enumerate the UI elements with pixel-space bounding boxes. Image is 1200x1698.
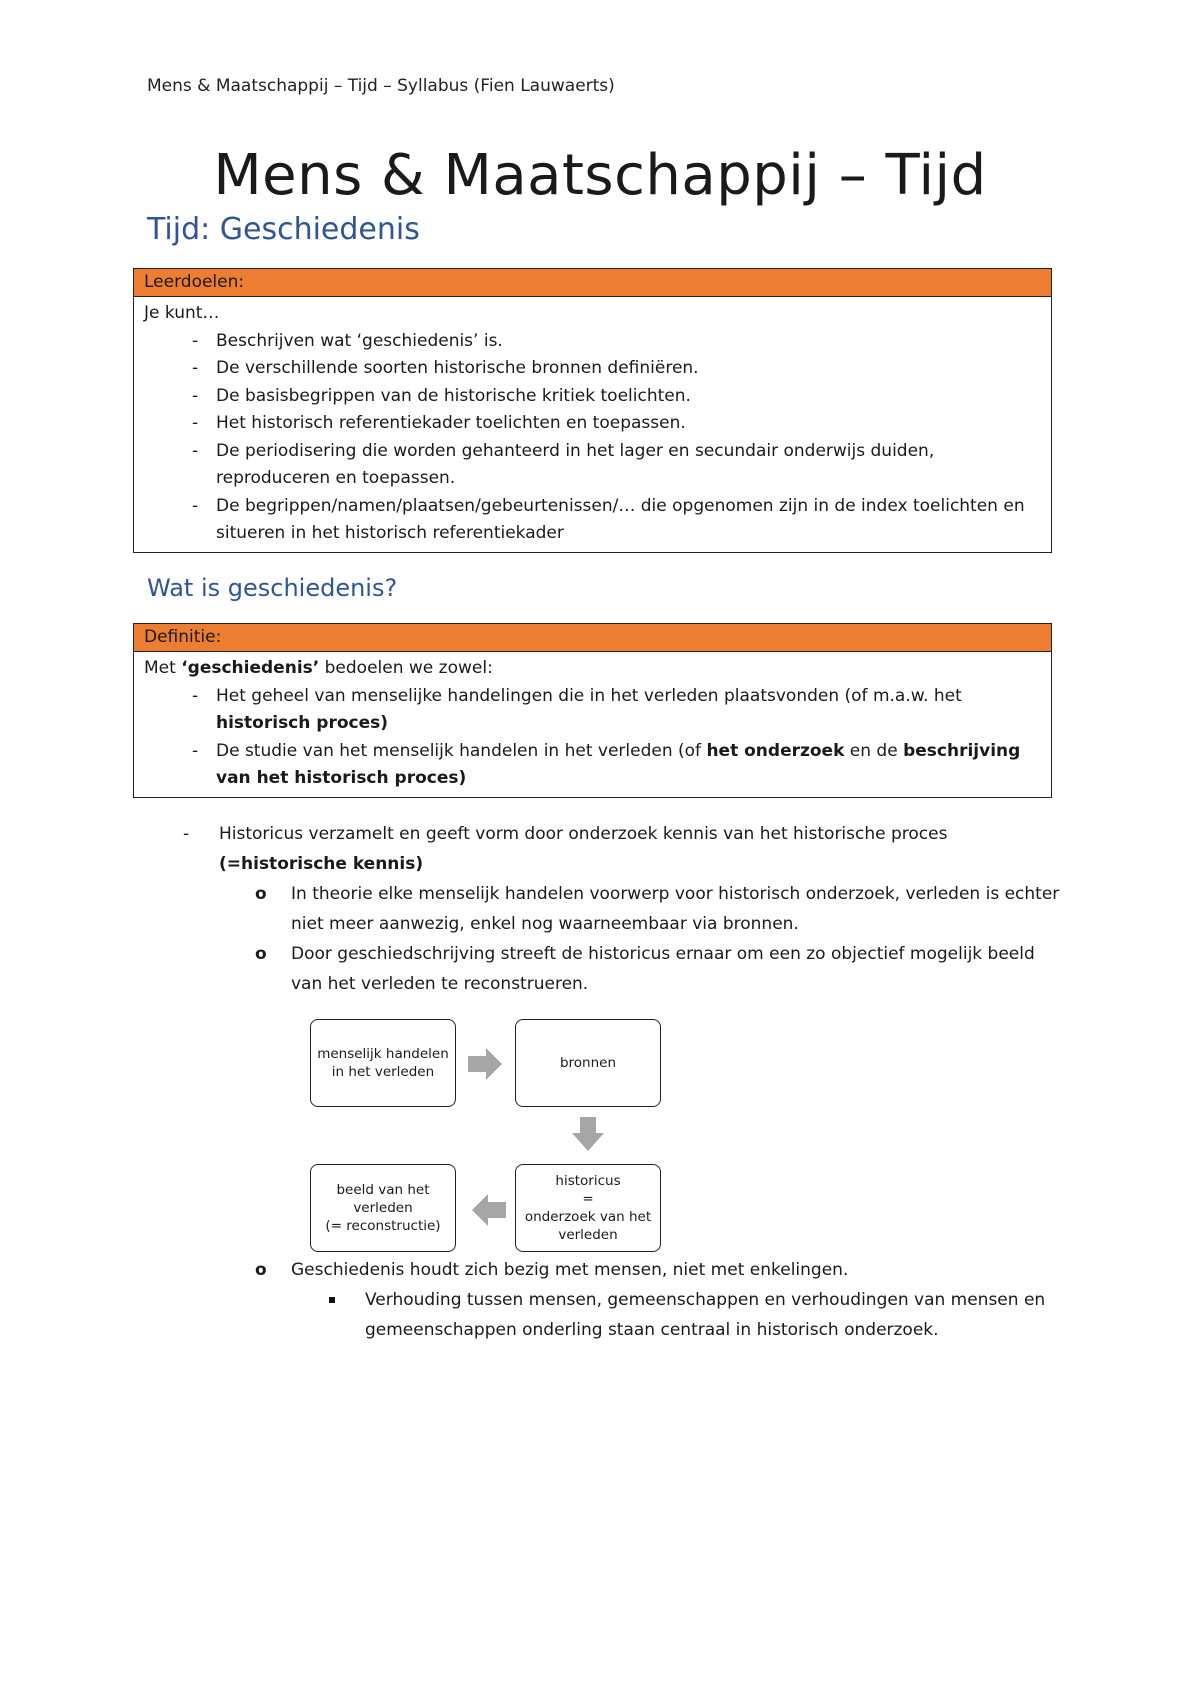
list-item: - De periodisering die worden gehanteerd in het lager en secundair onderwijs duiden, reproduceren en toepassen. (144, 438, 1041, 493)
leerdoelen-header: Leerdoelen: (134, 269, 1051, 297)
list-item: - Het geheel van menselijke handelingen die in het verleden plaatsvonden (of m.a.w. het historisch proces) (144, 683, 1041, 738)
running-header: Mens & Maatschappij – Tijd – Syllabus (Fien Lauwaerts) (147, 76, 615, 96)
list-item: - De verschillende soorten historische bronnen definiëren. (144, 355, 1041, 383)
arrow-right-icon (468, 1048, 504, 1080)
definitie-intro: Met ‘geschiedenis’ bedoelen we zowel: (144, 658, 493, 678)
diagram-box-beeld-verleden: beeld van het verleden (= reconstructie) (310, 1164, 456, 1252)
list-item: o Door geschiedschrijving streeft de historicus ernaar om een zo objectief mogelijk beeld van het verleden te reconstrueren. (219, 939, 1067, 999)
list-item: - Beschrijven wat ‘geschiedenis’ is. (144, 328, 1041, 356)
arrow-down-icon (572, 1117, 604, 1151)
list-item: - De studie van het menselijk handelen in het verleden (of het onderzoek en de beschrijving van het historisch proces) (144, 738, 1041, 793)
diagram-box-menselijk-handelen: menselijk handelen in het verleden (310, 1019, 456, 1107)
list-item: - De basisbegrippen van de historische kritiek toelichten. (144, 383, 1041, 411)
bullet-list (291, 1285, 1067, 1345)
diagram-box-bronnen: bronnen (515, 1019, 661, 1107)
arrow-left-icon (470, 1194, 506, 1226)
definitie-list (144, 683, 1041, 793)
list-item: o Geschiedenis houdt zich bezig met mensen, niet met enkelingen. Verhouding tussen mensen, gemeenschappen en verhoudingen van mensen en gemeenschappen onderling staan centraal in historisch onderzoek. (219, 1255, 1067, 1345)
historical-process-diagram (305, 1014, 685, 1252)
definitie-body (134, 652, 1051, 797)
definitie-header: Definitie: (134, 624, 1051, 652)
list-item: Verhouding tussen mensen, gemeenschappen en verhoudingen van mensen en gemeenschappen onderling staan centraal in historisch onderzoek. (291, 1285, 1067, 1345)
subheading: Wat is geschiedenis? (147, 574, 398, 602)
list-item: - Historicus verzamelt en geeft vorm door onderzoek kennis van het historische proces (=historische kennis) o In theorie elke menselijk handelen voorwerp voor historisch onderzoek, verleden is echter niet meer aanwezig, enkel nog waarneembaar via bronnen. o Door geschiedschrijving streeft de historicus ernaar om een zo objectief mogelijk beeld van het verleden te reconstrueren. o Geschiedenis houdt zich bezig met mensen, niet met enkelingen. Verhouding tussen mensen, gemeenschappen en verhoudingen van mensen en gemeenschappen onderling staan centraal in historisch onderzoek. (147, 819, 1067, 1345)
list-item: - Het historisch referentiekader toelichten en toepassen. (144, 410, 1041, 438)
diagram-box-historicus: historicus = onderzoek van het verleden (515, 1164, 661, 1252)
leerdoelen-list (144, 328, 1041, 548)
leerdoelen-box (133, 268, 1052, 553)
list-item: o In theorie elke menselijk handelen voorwerp voor historisch onderzoek, verleden is echter niet meer aanwezig, enkel nog waarneembaar via bronnen. (219, 879, 1067, 939)
definitie-box (133, 623, 1052, 798)
leerdoelen-body (134, 297, 1051, 552)
list-item: - De begrippen/namen/plaatsen/gebeurtenissen/… die opgenomen zijn in de index toelichten en situeren in het historisch referentiekader (144, 493, 1041, 548)
leerdoelen-intro: Je kunt… (144, 303, 220, 323)
document-title: Mens & Maatschappij – Tijd (213, 143, 987, 208)
section-heading: Tijd: Geschiedenis (147, 212, 420, 247)
